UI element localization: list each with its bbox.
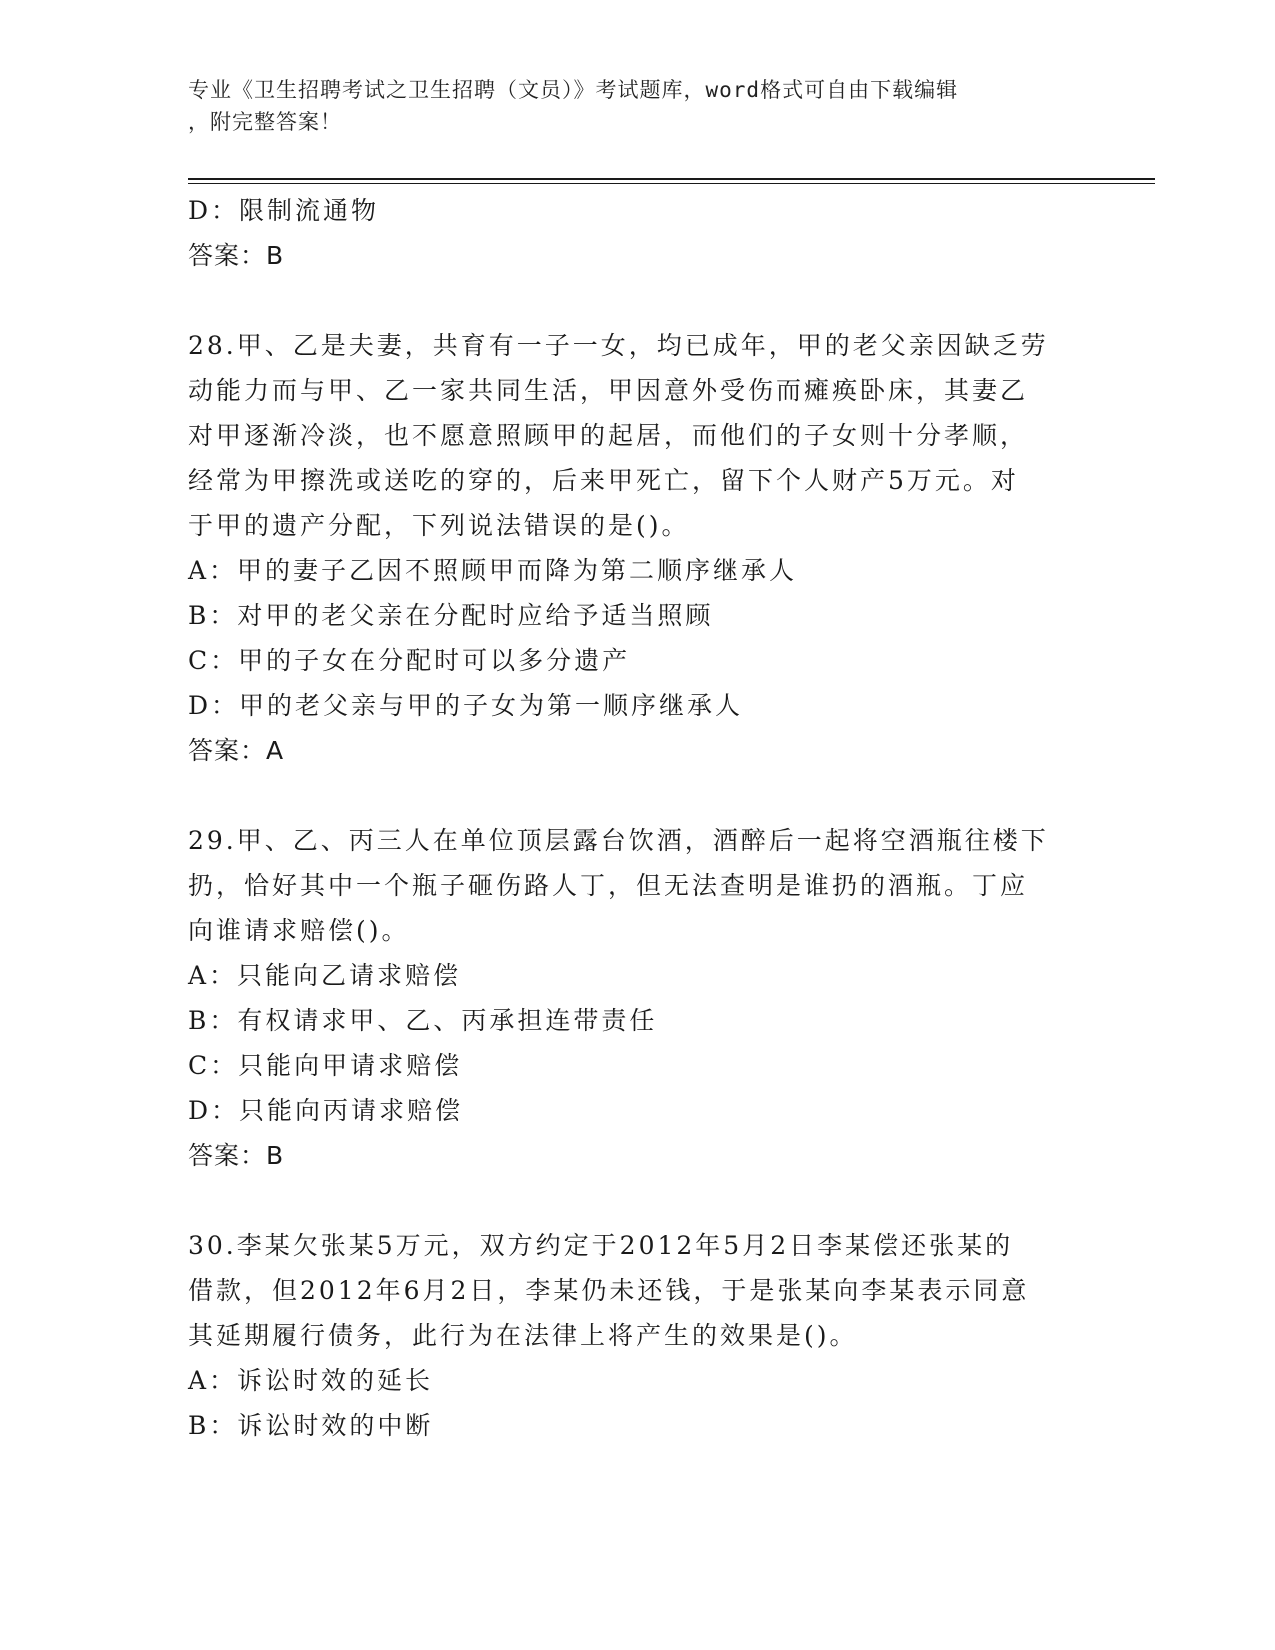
answer-line: 答案：A	[188, 736, 285, 765]
option-c: C：甲的子女在分配时可以多分遗产	[188, 646, 631, 675]
option-d: D：只能向丙请求赔偿	[188, 1096, 464, 1125]
question-stem-line: 于甲的遗产分配，下列说法错误的是()。	[188, 511, 690, 540]
option-d: D：甲的老父亲与甲的子女为第一顺序继承人	[188, 691, 744, 720]
option-a: A：甲的妻子乙因不照顾甲而降为第二顺序继承人	[188, 556, 798, 585]
question-29	[188, 818, 1088, 1178]
spacer	[188, 1178, 1088, 1223]
question-stem-line: 向谁请求赔偿()。	[188, 916, 410, 945]
header-line-1: 专业《卫生招聘考试之卫生招聘（文员）》考试题库，word格式可自由下载编辑	[188, 78, 959, 102]
header-line-2: ，附完整答案！	[188, 110, 342, 134]
answer-line: 答案：B	[188, 241, 285, 270]
option-a: A：诉讼时效的延长	[188, 1366, 434, 1395]
question-30	[188, 1223, 1088, 1448]
question-stem-line: 借款，但2012年6月2日，李某仍未还钱，于是张某向李某表示同意	[188, 1276, 1030, 1305]
option-b: B：诉讼时效的中断	[188, 1411, 434, 1440]
header-divider-thick	[188, 178, 1155, 180]
option-a: A：只能向乙请求赔偿	[188, 961, 462, 990]
option-b: B：有权请求甲、乙、丙承担连带责任	[188, 1006, 658, 1035]
option-b: B：对甲的老父亲在分配时应给予适当照顾	[188, 601, 714, 630]
option-c: C：只能向甲请求赔偿	[188, 1051, 463, 1080]
question-stem-line: 扔，恰好其中一个瓶子砸伤路人丁，但无法查明是谁扔的酒瓶。丁应	[188, 871, 1029, 900]
question-stem-line: 经常为甲擦洗或送吃的穿的，后来甲死亡，留下个人财产5万元。对	[188, 466, 1019, 495]
question-stem-line: 30.李某欠张某5万元，双方约定于2012年5月2日李某偿还张某的	[188, 1231, 1014, 1260]
option-d: D：限制流通物	[188, 196, 380, 225]
document-header	[188, 74, 1068, 138]
question-stem-line: 对甲逐渐冷淡，也不愿意照顾甲的起居，而他们的子女则十分孝顺，	[188, 421, 1029, 450]
document-body	[188, 188, 1088, 1448]
question-stem-line: 29.甲、乙、丙三人在单位顶层露台饮酒，酒醉后一起将空酒瓶往楼下	[188, 826, 1049, 855]
question-stem-line: 其延期履行债务，此行为在法律上将产生的效果是()。	[188, 1321, 858, 1350]
question-stem-line: 28.甲、乙是夫妻，共育有一子一女，均已成年，甲的老父亲因缺乏劳	[188, 331, 1049, 360]
spacer	[188, 773, 1088, 818]
answer-line: 答案：B	[188, 1141, 285, 1170]
question-stem-line: 动能力而与甲、乙一家共同生活，甲因意外受伤而瘫痪卧床，其妻乙	[188, 376, 1029, 405]
question-28	[188, 323, 1088, 773]
spacer	[188, 278, 1088, 323]
header-divider-thin	[188, 183, 1155, 184]
